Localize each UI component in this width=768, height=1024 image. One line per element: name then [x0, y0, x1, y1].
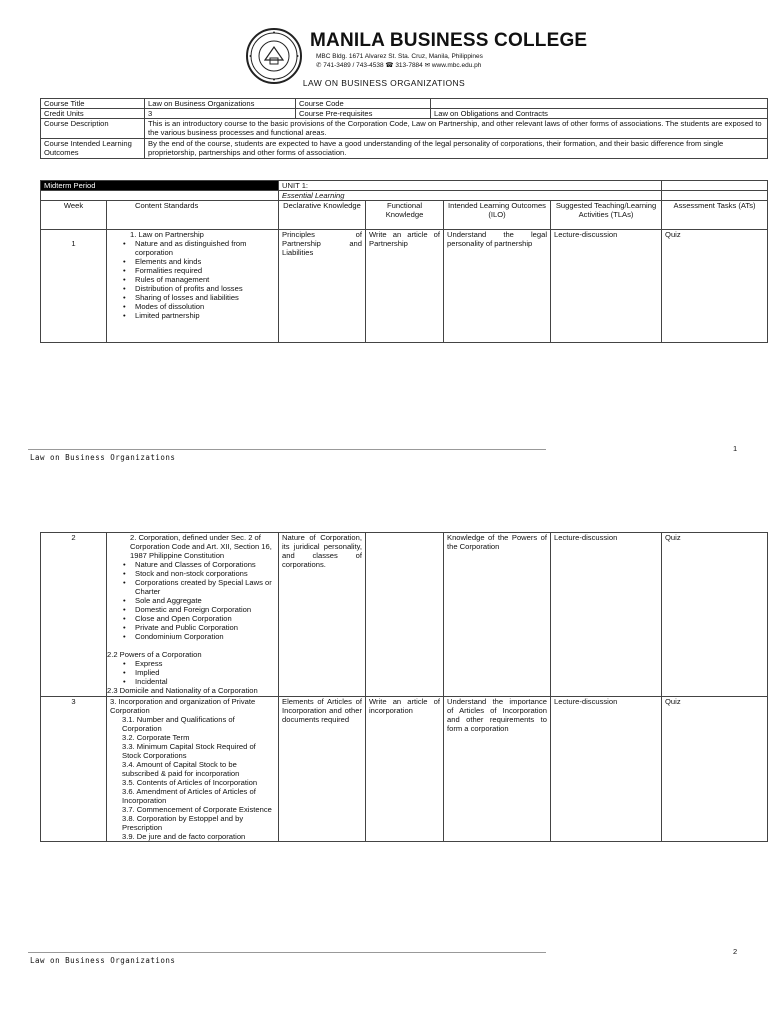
topic-heading: 1. Law on Partnership: [130, 230, 204, 239]
list-item: • Implied: [121, 668, 275, 677]
list-item: • Domestic and Foreign Corporation: [121, 605, 275, 614]
list-item: • Limited partnership: [121, 311, 275, 320]
credit-units-value: 3: [145, 109, 296, 119]
unit-label: UNIT 1:: [279, 181, 662, 191]
ilo-cell: Understand the legal personality of partnership: [444, 230, 551, 343]
footer-text: Law on Business Organizations: [30, 956, 176, 965]
document-title: LAW ON BUSINESS ORGANIZATIONS: [302, 78, 466, 88]
assessment-cell: Quiz: [662, 230, 768, 343]
list-item: • Formalities required: [121, 266, 275, 275]
tla-header: Suggested Teaching/Learning Activities (TLAs): [551, 201, 662, 230]
list-item: 3.5. Contents of Articles of Incorporation: [122, 778, 258, 787]
list-item: 3.4. Amount of Capital Stock to be subscribed & paid for incorporation: [122, 760, 240, 778]
topic-heading: 3. Incorporation and organization of Private Corporation: [110, 697, 256, 715]
list-item: 3.2. Corporate Term: [122, 733, 190, 742]
assessment-cell: Quiz: [662, 533, 768, 697]
page-number: 1: [733, 444, 738, 453]
college-seal-logo: [245, 27, 303, 85]
list-item: 3.3. Minimum Capital Stock Required of Stock Corporations: [122, 742, 256, 760]
course-code-label: Course Code: [296, 99, 431, 109]
assessment-cell: Quiz: [662, 697, 768, 842]
course-title-label: Course Title: [41, 99, 145, 109]
content-standards-header: Content Standards: [107, 201, 279, 230]
unit-table-page1: [40, 180, 768, 343]
subtopic-heading: 2.2 Powers of a Corporation: [107, 650, 202, 659]
table-row: [41, 533, 768, 697]
list-item: 3.8. Corporation by Estoppel and by Prescription: [122, 814, 244, 832]
ilo-cell: Knowledge of the Powers of the Corporation: [444, 533, 551, 697]
list-item: 3.9. De jure and de facto corporation: [122, 832, 246, 841]
week-number: 3: [41, 697, 107, 842]
course-ilo-value: By the end of the course, students are expected to have a good understanding of the legal personality of corporations, their formation, and their basic difference from single proprietorship, partnerships and other forms of association.: [145, 139, 768, 159]
prerequisites-label: Course Pre-requisites: [296, 109, 431, 119]
ilo-cell: Understand the importance of Articles of Incorporation and other requirements to form a corporation: [444, 697, 551, 842]
course-title-value: Law on Business Organizations: [145, 99, 296, 109]
course-description-label: Course Description: [41, 119, 145, 139]
functional-cell: Write an article of Partnership: [366, 230, 444, 343]
list-item: 3.7. Commencement of Corporate Existence: [122, 805, 272, 814]
declarative-cell: Nature of Corporation, its juridical personality, and classes of corporations.: [279, 533, 366, 697]
week-number: 2: [41, 533, 107, 697]
list-item: • Elements and kinds: [121, 257, 275, 266]
credit-units-label: Credit Units: [41, 109, 145, 119]
footer-text: Law on Business Organizations: [30, 453, 176, 462]
table-row: [41, 697, 768, 842]
assessment-header: Assessment Tasks (ATs): [662, 201, 768, 230]
midterm-period-label: Midterm Period: [41, 181, 279, 191]
list-item: • Modes of dissolution: [121, 302, 275, 311]
list-item: • Nature and as distinguished from corporation: [121, 239, 275, 257]
list-item: 3.6. Amendment of Articles of Articles of Incorporation: [122, 787, 256, 805]
course-code-value: [431, 99, 768, 109]
tla-cell: Lecture-discussion: [551, 697, 662, 842]
list-item: • Distribution of profits and losses: [121, 284, 275, 293]
list-item: • Incidental: [121, 677, 275, 686]
ilo-header: Intended Learning Outcomes (ILO): [444, 201, 551, 230]
functional-cell: Write an article of incorporation: [366, 697, 444, 842]
declarative-header: Declarative Knowledge: [279, 201, 366, 230]
content-standards-cell: [107, 533, 279, 697]
footer-rule: [28, 952, 546, 953]
list-item: • Sharing of losses and liabilities: [121, 293, 275, 302]
content-standards-cell: [107, 230, 279, 343]
unit-table-page2: [40, 532, 768, 842]
list-item: • Private and Public Corporation: [121, 623, 275, 632]
list-item: • Rules of management: [121, 275, 275, 284]
topic-heading: 2. Corporation, defined under Sec. 2 of Corporation Code and Art. XII, Section 16, 1987 Philippine Constitution: [130, 533, 272, 560]
declarative-cell: Elements of Articles of Incorporation and other documents required: [279, 697, 366, 842]
college-name: MANILA BUSINESS COLLEGE: [310, 30, 588, 51]
content-standards-cell: [107, 697, 279, 842]
list-item: • Stock and non-stock corporations: [121, 569, 275, 578]
declarative-cell: Principles of Partnership and Liabilities: [279, 230, 366, 343]
subtopic-heading: 2.3 Domicile and Nationality of a Corporation: [107, 686, 258, 695]
tla-cell: Lecture-discussion: [551, 533, 662, 697]
footer-rule: [28, 449, 546, 450]
powers-list: [121, 659, 275, 686]
list-item: • Corporations created by Special Laws or Charter: [121, 578, 275, 596]
essential-learning-label: Essential Learning: [279, 191, 662, 201]
functional-header: Functional Knowledge: [366, 201, 444, 230]
course-description-value: This is an introductory course to the basic provisions of the Corporation Code, Law on Partnership, and other relevant laws of other forms of associations. The students are exposed to the various business processes and functional areas.: [145, 119, 768, 139]
course-ilo-label: Course Intended Learning Outcomes: [41, 139, 145, 159]
list-item: • Nature and Classes of Corporations: [121, 560, 275, 569]
topic-list: [110, 715, 275, 841]
week-number: 1: [41, 230, 107, 343]
prerequisites-value: Law on Obligations and Contracts: [431, 109, 768, 119]
list-item: • Express: [121, 659, 275, 668]
list-item: 3.1. Number and Qualifications of Corporation: [122, 715, 235, 733]
college-contact: ✆ 741-3489 / 743-4538 ☎ 313-7884 ✉ www.mbc.edu.ph: [316, 62, 482, 69]
page-number: 2: [733, 947, 738, 956]
topic-list: [121, 560, 275, 641]
list-item: • Close and Open Corporation: [121, 614, 275, 623]
tla-cell: Lecture-discussion: [551, 230, 662, 343]
topic-list: [121, 239, 275, 320]
week-header: Week: [41, 201, 107, 230]
functional-cell: [366, 533, 444, 697]
college-address: MBC Bldg. 1671 Alvarez St. Sta. Cruz, Manila, Philippines: [316, 53, 483, 60]
table-row: [41, 230, 768, 343]
course-info-table: [40, 98, 768, 159]
list-item: • Sole and Aggregate: [121, 596, 275, 605]
list-item: • Condominium Corporation: [121, 632, 275, 641]
